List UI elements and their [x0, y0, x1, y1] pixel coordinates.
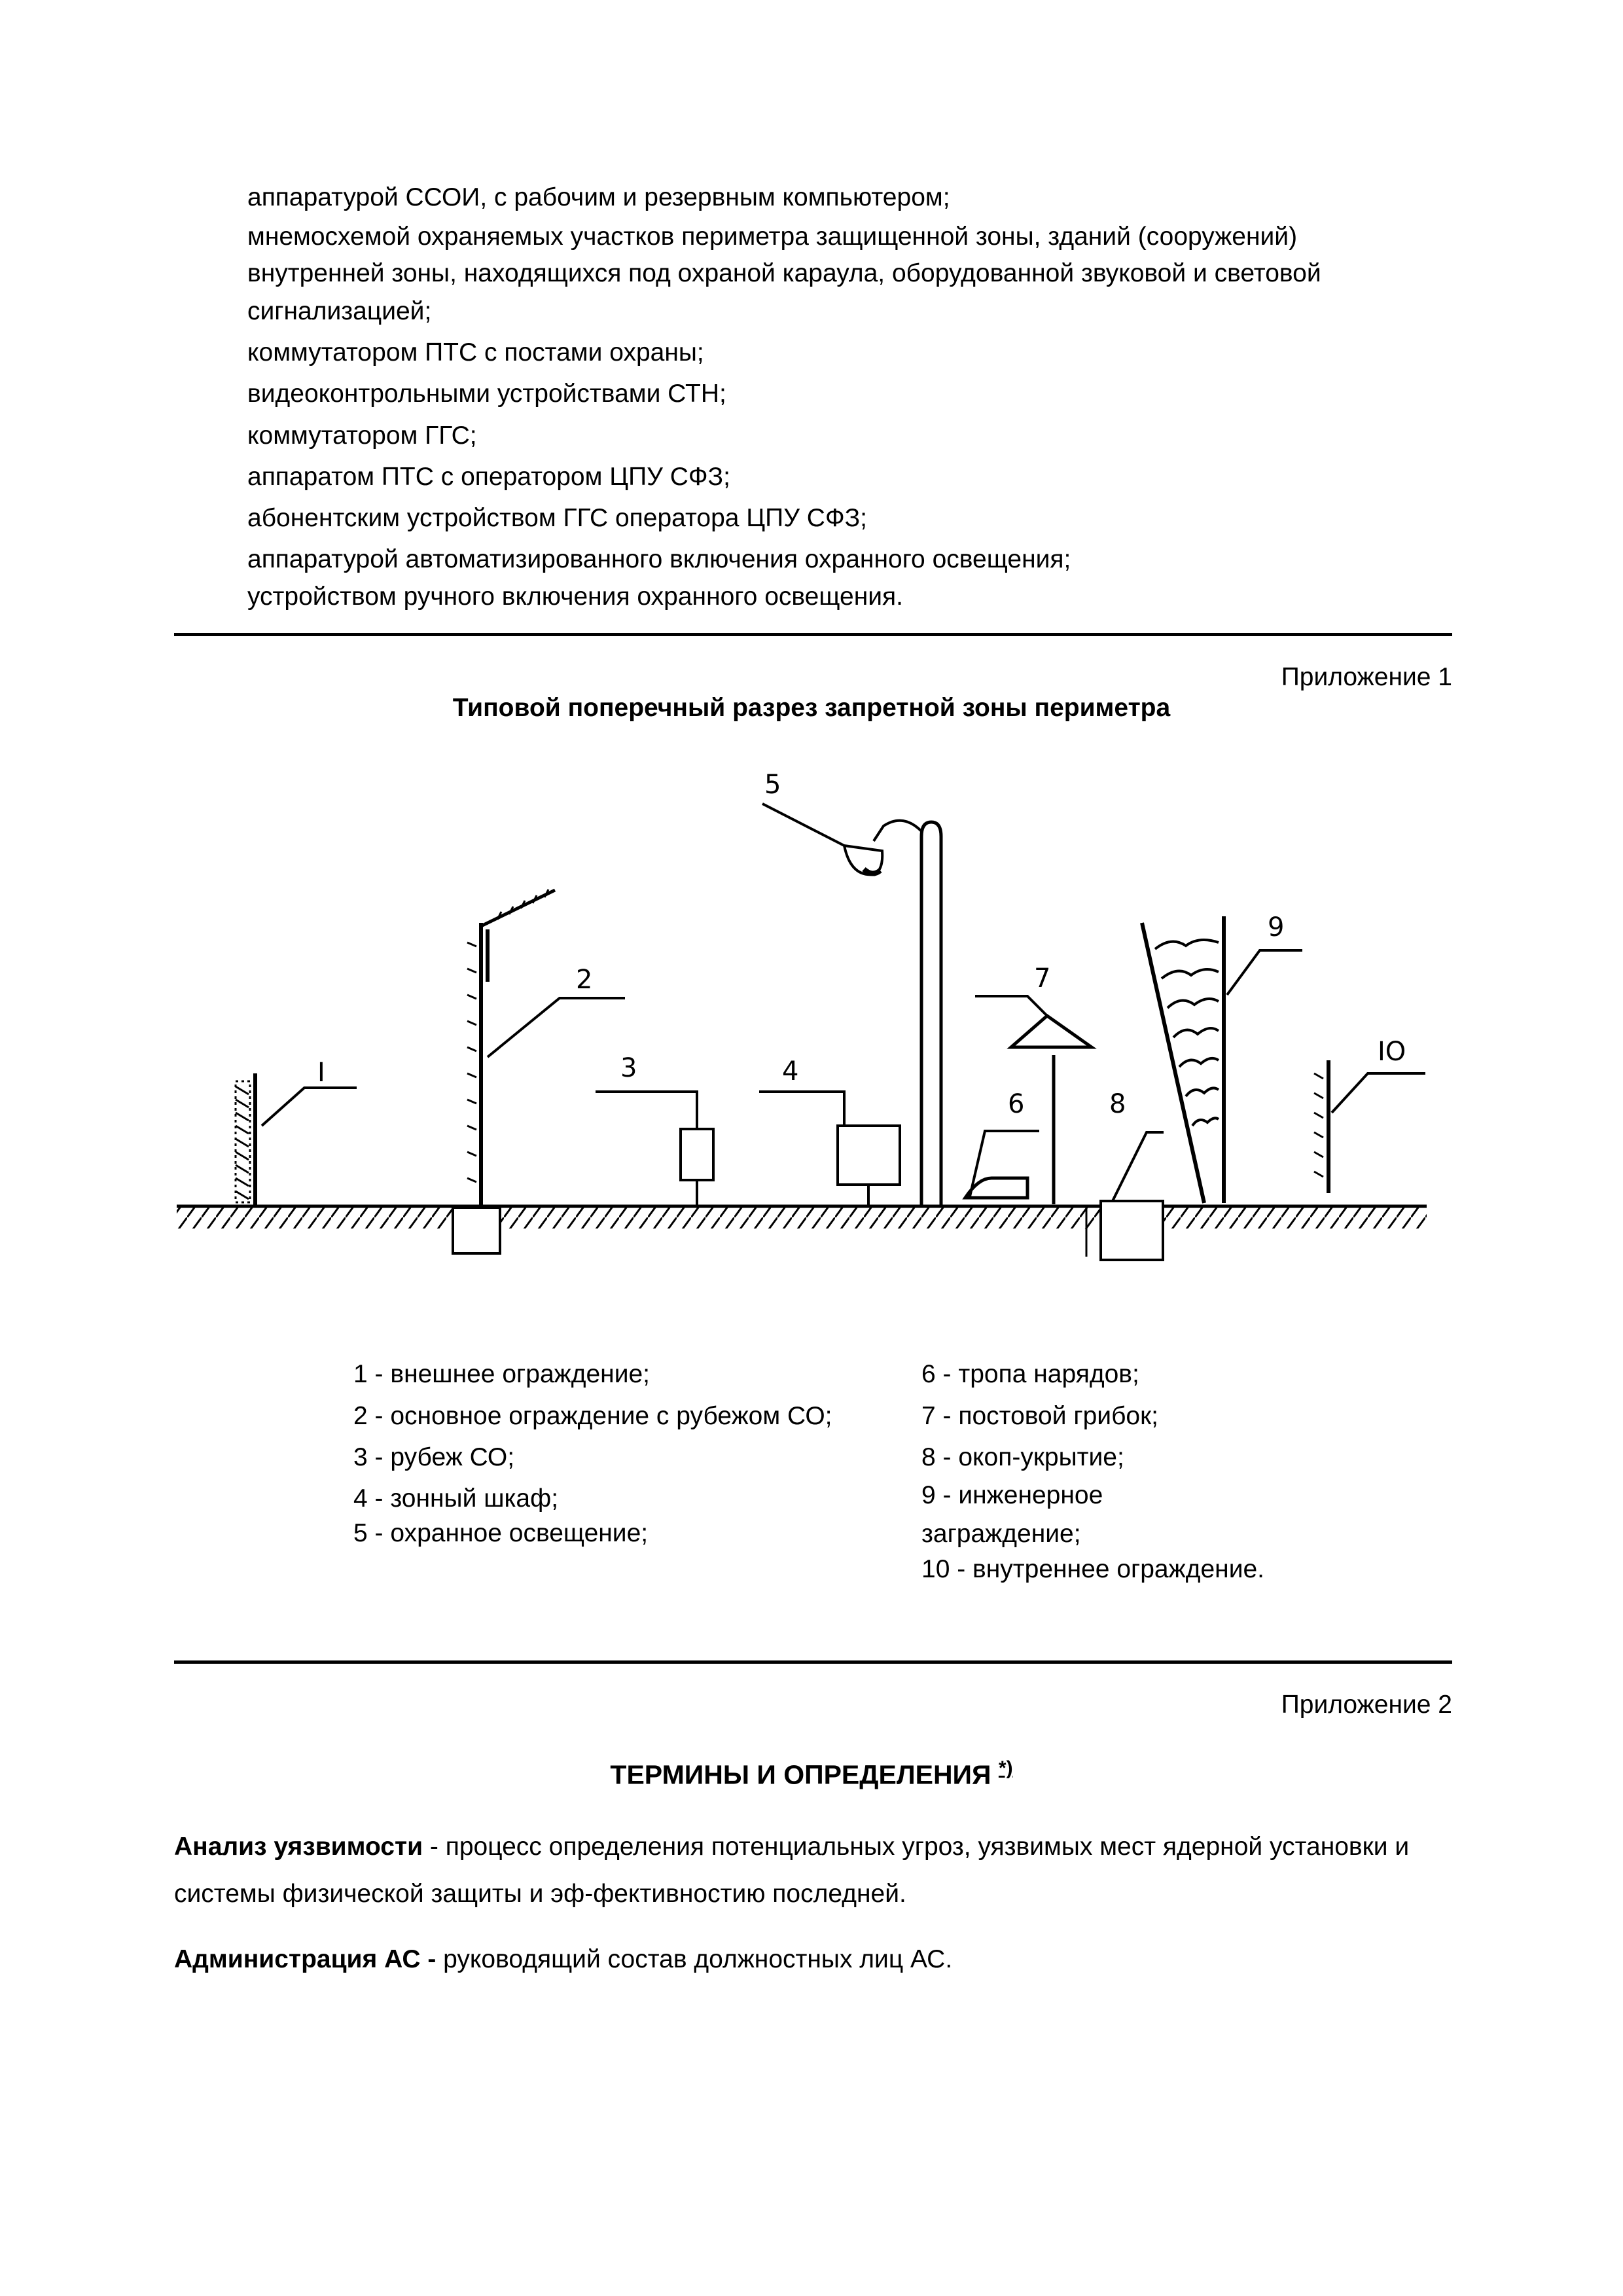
appendix-label: Приложение 2 [1281, 1691, 1452, 1719]
legend-item: 7 - постовой грибок; [921, 1402, 1158, 1430]
trench-shelter-callout [1109, 1089, 1164, 1201]
list-item: сигнализацией; [247, 297, 432, 325]
definition-text: руководящий состав должностных лиц АС. [436, 1945, 953, 1973]
legend-item: 6 - тропа нарядов; [921, 1360, 1139, 1388]
guard-post-booth [975, 963, 1092, 1204]
perimeter-cross-section-diagram [170, 753, 1479, 1296]
legend-item: 10 - внутреннее ограждение. [921, 1555, 1265, 1583]
fence-footing-pit [452, 1208, 501, 1255]
patrol-path [965, 1089, 1039, 1198]
section-divider [174, 1660, 1452, 1664]
legend-item: 8 - окоп-укрытие; [921, 1443, 1124, 1471]
terms-title-text: ТЕРМИНЫ И ОПРЕДЕЛЕНИЯ [610, 1759, 991, 1790]
legend-item: 5 - охранное освещение; [353, 1519, 649, 1547]
terms-title [0, 1757, 1623, 1791]
list-item: аппаратом ПТС с оператором ЦПУ СФЗ; [247, 463, 730, 491]
callout-5: 5 [764, 770, 781, 800]
definition-npp-administration [174, 1936, 1452, 1983]
legend-item: 4 - зонный шкаф; [353, 1484, 559, 1513]
list-item: абонентским устройством ГГС оператора ЦПУ СФЗ; [247, 504, 868, 532]
list-item: внутренней зоны, находящихся под охраной караула, оборудованной звуковой и световой [247, 259, 1321, 287]
list-item: коммутатором ГГС; [247, 422, 477, 450]
definition-term: Анализ уязвимости [174, 1833, 423, 1861]
definition-term: Администрация АС - [174, 1945, 437, 1973]
legend-item: 3 - рубеж СО; [353, 1443, 515, 1471]
definition-text: - процесс определения потенциальных угроз, уязвимых мест ядерной установки и системы физической защиты и эф-фективностию последней. [174, 1833, 1410, 1908]
list-item: коммутатором ПТС с постами охраны; [247, 338, 704, 367]
legend-right [921, 1360, 1380, 1596]
security-sensor-line [596, 1053, 713, 1206]
security-lighting [762, 770, 941, 1206]
legend-item: 2 - основное ограждение с рубежом СО; [353, 1402, 832, 1430]
zone-cabinet [759, 1056, 900, 1206]
callout-7: 7 [1034, 963, 1051, 994]
inner-fence [1314, 1037, 1425, 1193]
list-item: аппаратурой автоматизированного включения охранного освещения; [247, 545, 1071, 573]
outer-fence [236, 1058, 357, 1206]
trench-shelter [1101, 1201, 1163, 1260]
section-divider [174, 633, 1452, 636]
callout-8: 8 [1109, 1089, 1126, 1119]
appendix-label: Приложение 1 [1281, 663, 1452, 691]
list-item: видеоконтрольными устройствами СТН; [247, 380, 726, 408]
main-fence [467, 889, 625, 1206]
callout-9: 9 [1268, 912, 1285, 942]
legend-item: 1 - внешнее ограждение; [353, 1360, 651, 1388]
footnote-mark: *) [998, 1757, 1013, 1779]
callout-10: IO [1378, 1037, 1406, 1067]
definition-vulnerability-analysis [174, 1823, 1452, 1918]
callout-3: 3 [620, 1053, 637, 1083]
list-item: мнемосхемой охраняемых участков периметра защищенной зоны, зданий (сооружений) [247, 223, 1298, 251]
callout-6: 6 [1008, 1089, 1025, 1119]
callout-1: I [317, 1058, 325, 1088]
ground-hatching [177, 1208, 1427, 1229]
legend-item: заграждение; [921, 1520, 1081, 1548]
figure-title: Типовой поперечный разрез запретной зоны периметра [452, 694, 1171, 722]
engineering-barrier [1142, 912, 1302, 1203]
list-item: устройством ручного включения охранного освещения. [247, 583, 903, 611]
callout-2: 2 [576, 965, 593, 995]
legend-item: 9 - инженерное [921, 1481, 1103, 1509]
callout-4: 4 [782, 1056, 799, 1086]
list-item: аппаратурой ССОИ, с рабочим и резервным компьютером; [247, 183, 950, 211]
legend-left [353, 1360, 890, 1556]
